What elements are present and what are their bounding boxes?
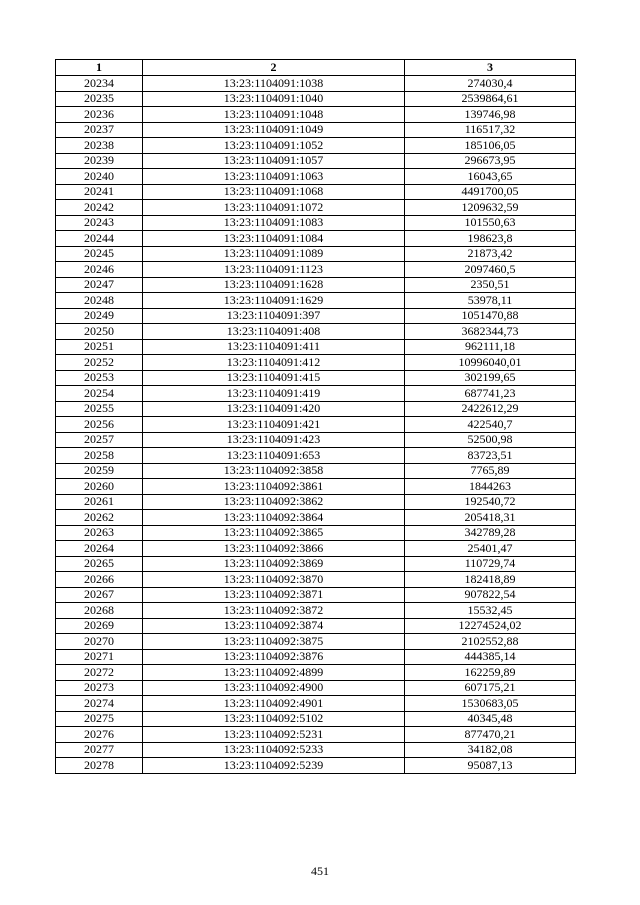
value-cell: 687741,23: [405, 386, 576, 402]
cadastral-number-cell: 13:23:1104092:3866: [143, 541, 405, 557]
row-number-cell: 20248: [56, 293, 143, 309]
table-row: [56, 401, 576, 417]
row-number-cell: 20246: [56, 262, 143, 278]
cadastral-number-cell: 13:23:1104092:4900: [143, 680, 405, 696]
table-row: [56, 153, 576, 169]
cadastral-number-cell: 13:23:1104091:1083: [143, 215, 405, 231]
row-number-cell: 20259: [56, 463, 143, 479]
value-cell: 962111,18: [405, 339, 576, 355]
value-cell: 2102552,88: [405, 634, 576, 650]
value-cell: 198623,8: [405, 231, 576, 247]
value-cell: 110729,74: [405, 556, 576, 572]
cadastral-number-cell: 13:23:1104092:5102: [143, 711, 405, 727]
table-row: [56, 293, 576, 309]
cadastral-number-cell: 13:23:1104091:1089: [143, 246, 405, 262]
value-cell: 7765,89: [405, 463, 576, 479]
cadastral-number-cell: 13:23:1104091:1084: [143, 231, 405, 247]
cadastral-number-cell: 13:23:1104092:3869: [143, 556, 405, 572]
table-row: [56, 370, 576, 386]
row-number-cell: 20234: [56, 76, 143, 92]
value-cell: 1051470,88: [405, 308, 576, 324]
table-row: [56, 696, 576, 712]
column-header-3: 3: [405, 60, 576, 76]
column-header-2: 2: [143, 60, 405, 76]
table-row: [56, 215, 576, 231]
table-row: [56, 649, 576, 665]
value-cell: 182418,89: [405, 572, 576, 588]
cadastral-number-cell: 13:23:1104092:3858: [143, 463, 405, 479]
cadastral-number-cell: 13:23:1104092:3861: [143, 479, 405, 495]
table-row: [56, 742, 576, 758]
value-cell: 116517,32: [405, 122, 576, 138]
row-number-cell: 20255: [56, 401, 143, 417]
cadastral-number-cell: 13:23:1104091:1040: [143, 91, 405, 107]
value-cell: 52500,98: [405, 432, 576, 448]
row-number-cell: 20250: [56, 324, 143, 340]
cadastral-number-cell: 13:23:1104091:415: [143, 370, 405, 386]
value-cell: 1530683,05: [405, 696, 576, 712]
value-cell: 274030,4: [405, 76, 576, 92]
value-cell: 422540,7: [405, 417, 576, 433]
value-cell: 15532,45: [405, 603, 576, 619]
table-row: [56, 463, 576, 479]
row-number-cell: 20263: [56, 525, 143, 541]
table-body: [56, 76, 576, 774]
table-row: [56, 262, 576, 278]
value-cell: 302199,65: [405, 370, 576, 386]
table-row: [56, 246, 576, 262]
table-row: [56, 758, 576, 774]
value-cell: 1844263: [405, 479, 576, 495]
cadastral-number-cell: 13:23:1104092:5233: [143, 742, 405, 758]
row-number-cell: 20252: [56, 355, 143, 371]
value-cell: 95087,13: [405, 758, 576, 774]
value-cell: 342789,28: [405, 525, 576, 541]
row-number-cell: 20243: [56, 215, 143, 231]
row-number-cell: 20278: [56, 758, 143, 774]
row-number-cell: 20265: [56, 556, 143, 572]
row-number-cell: 20242: [56, 200, 143, 216]
row-number-cell: 20267: [56, 587, 143, 603]
value-cell: 2097460,5: [405, 262, 576, 278]
cadastral-number-cell: 13:23:1104091:1123: [143, 262, 405, 278]
table-row: [56, 76, 576, 92]
cadastral-number-cell: 13:23:1104092:3872: [143, 603, 405, 619]
page-number: 451: [311, 864, 329, 878]
table-row: [56, 91, 576, 107]
table-row: [56, 727, 576, 743]
row-number-cell: 20262: [56, 510, 143, 526]
value-cell: 83723,51: [405, 448, 576, 464]
table-row: [56, 634, 576, 650]
table-row: [56, 572, 576, 588]
row-number-cell: 20266: [56, 572, 143, 588]
table-row: [56, 510, 576, 526]
row-number-cell: 20258: [56, 448, 143, 464]
row-number-cell: 20241: [56, 184, 143, 200]
table-row: [56, 308, 576, 324]
table-row: [56, 665, 576, 681]
value-cell: 185106,05: [405, 138, 576, 154]
row-number-cell: 20261: [56, 494, 143, 510]
table-row: [56, 324, 576, 340]
value-cell: 139746,98: [405, 107, 576, 123]
value-cell: 2350,51: [405, 277, 576, 293]
row-number-cell: 20251: [56, 339, 143, 355]
table-row: [56, 494, 576, 510]
cadastral-number-cell: 13:23:1104091:421: [143, 417, 405, 433]
value-cell: 205418,31: [405, 510, 576, 526]
table-row: [56, 711, 576, 727]
row-number-cell: 20240: [56, 169, 143, 185]
cadastral-number-cell: 13:23:1104092:3871: [143, 587, 405, 603]
value-cell: 444385,14: [405, 649, 576, 665]
value-cell: 21873,42: [405, 246, 576, 262]
value-cell: 34182,08: [405, 742, 576, 758]
table-row: [56, 200, 576, 216]
row-number-cell: 20245: [56, 246, 143, 262]
row-number-cell: 20276: [56, 727, 143, 743]
cadastral-number-cell: 13:23:1104091:423: [143, 432, 405, 448]
table-row: [56, 603, 576, 619]
row-number-cell: 20254: [56, 386, 143, 402]
row-number-cell: 20244: [56, 231, 143, 247]
cadastral-number-cell: 13:23:1104092:3874: [143, 618, 405, 634]
cadastral-number-cell: 13:23:1104091:1057: [143, 153, 405, 169]
cadastral-number-cell: 13:23:1104092:3865: [143, 525, 405, 541]
cadastral-number-cell: 13:23:1104091:419: [143, 386, 405, 402]
cadastral-number-cell: 13:23:1104092:3862: [143, 494, 405, 510]
value-cell: 192540,72: [405, 494, 576, 510]
table-row: [56, 231, 576, 247]
table-row: [56, 556, 576, 572]
row-number-cell: 20264: [56, 541, 143, 557]
value-cell: 12274524,02: [405, 618, 576, 634]
value-cell: 2539864,61: [405, 91, 576, 107]
cadastral-number-cell: 13:23:1104091:412: [143, 355, 405, 371]
cadastral-number-cell: 13:23:1104091:653: [143, 448, 405, 464]
cadastral-number-cell: 13:23:1104091:411: [143, 339, 405, 355]
table-header-row: [56, 60, 576, 76]
value-cell: 907822,54: [405, 587, 576, 603]
cadastral-number-cell: 13:23:1104091:420: [143, 401, 405, 417]
table-row: [56, 541, 576, 557]
cadastral-number-cell: 13:23:1104092:4901: [143, 696, 405, 712]
row-number-cell: 20239: [56, 153, 143, 169]
row-number-cell: 20237: [56, 122, 143, 138]
row-number-cell: 20269: [56, 618, 143, 634]
cadastral-number-cell: 13:23:1104092:3870: [143, 572, 405, 588]
row-number-cell: 20236: [56, 107, 143, 123]
cadastral-number-cell: 13:23:1104091:1048: [143, 107, 405, 123]
table-row: [56, 107, 576, 123]
cadastral-number-cell: 13:23:1104092:4899: [143, 665, 405, 681]
row-number-cell: 20270: [56, 634, 143, 650]
data-table: [55, 59, 576, 774]
table-row: [56, 169, 576, 185]
row-number-cell: 20238: [56, 138, 143, 154]
table-row: [56, 122, 576, 138]
cadastral-number-cell: 13:23:1104092:5239: [143, 758, 405, 774]
cadastral-number-cell: 13:23:1104091:1052: [143, 138, 405, 154]
row-number-cell: 20257: [56, 432, 143, 448]
document-page: [55, 59, 575, 774]
value-cell: 4491700,05: [405, 184, 576, 200]
table-row: [56, 432, 576, 448]
value-cell: 162259,89: [405, 665, 576, 681]
row-number-cell: 20235: [56, 91, 143, 107]
cadastral-number-cell: 13:23:1104092:3875: [143, 634, 405, 650]
value-cell: 101550,63: [405, 215, 576, 231]
table-row: [56, 479, 576, 495]
cadastral-number-cell: 13:23:1104091:1049: [143, 122, 405, 138]
table-row: [56, 618, 576, 634]
value-cell: 10996040,01: [405, 355, 576, 371]
table-row: [56, 417, 576, 433]
cadastral-number-cell: 13:23:1104091:1063: [143, 169, 405, 185]
cadastral-number-cell: 13:23:1104091:1629: [143, 293, 405, 309]
value-cell: 877470,21: [405, 727, 576, 743]
table-row: [56, 184, 576, 200]
row-number-cell: 20253: [56, 370, 143, 386]
cadastral-number-cell: 13:23:1104091:1072: [143, 200, 405, 216]
column-header-1: 1: [56, 60, 143, 76]
value-cell: 40345,48: [405, 711, 576, 727]
row-number-cell: 20249: [56, 308, 143, 324]
value-cell: 1209632,59: [405, 200, 576, 216]
row-number-cell: 20260: [56, 479, 143, 495]
row-number-cell: 20274: [56, 696, 143, 712]
cadastral-number-cell: 13:23:1104092:3876: [143, 649, 405, 665]
value-cell: 3682344,73: [405, 324, 576, 340]
row-number-cell: 20277: [56, 742, 143, 758]
value-cell: 296673,95: [405, 153, 576, 169]
cadastral-number-cell: 13:23:1104092:5231: [143, 727, 405, 743]
table-row: [56, 355, 576, 371]
value-cell: 16043,65: [405, 169, 576, 185]
cadastral-number-cell: 13:23:1104092:3864: [143, 510, 405, 526]
row-number-cell: 20247: [56, 277, 143, 293]
table-row: [56, 587, 576, 603]
cadastral-number-cell: 13:23:1104091:1628: [143, 277, 405, 293]
row-number-cell: 20272: [56, 665, 143, 681]
table-row: [56, 448, 576, 464]
value-cell: 607175,21: [405, 680, 576, 696]
cadastral-number-cell: 13:23:1104091:1038: [143, 76, 405, 92]
table-row: [56, 680, 576, 696]
table-row: [56, 339, 576, 355]
table-row: [56, 138, 576, 154]
value-cell: 53978,11: [405, 293, 576, 309]
cadastral-number-cell: 13:23:1104091:1068: [143, 184, 405, 200]
table-row: [56, 386, 576, 402]
value-cell: 25401,47: [405, 541, 576, 557]
row-number-cell: 20271: [56, 649, 143, 665]
row-number-cell: 20275: [56, 711, 143, 727]
value-cell: 2422612,29: [405, 401, 576, 417]
row-number-cell: 20268: [56, 603, 143, 619]
cadastral-number-cell: 13:23:1104091:408: [143, 324, 405, 340]
row-number-cell: 20256: [56, 417, 143, 433]
table-row: [56, 277, 576, 293]
row-number-cell: 20273: [56, 680, 143, 696]
table-row: [56, 525, 576, 541]
cadastral-number-cell: 13:23:1104091:397: [143, 308, 405, 324]
